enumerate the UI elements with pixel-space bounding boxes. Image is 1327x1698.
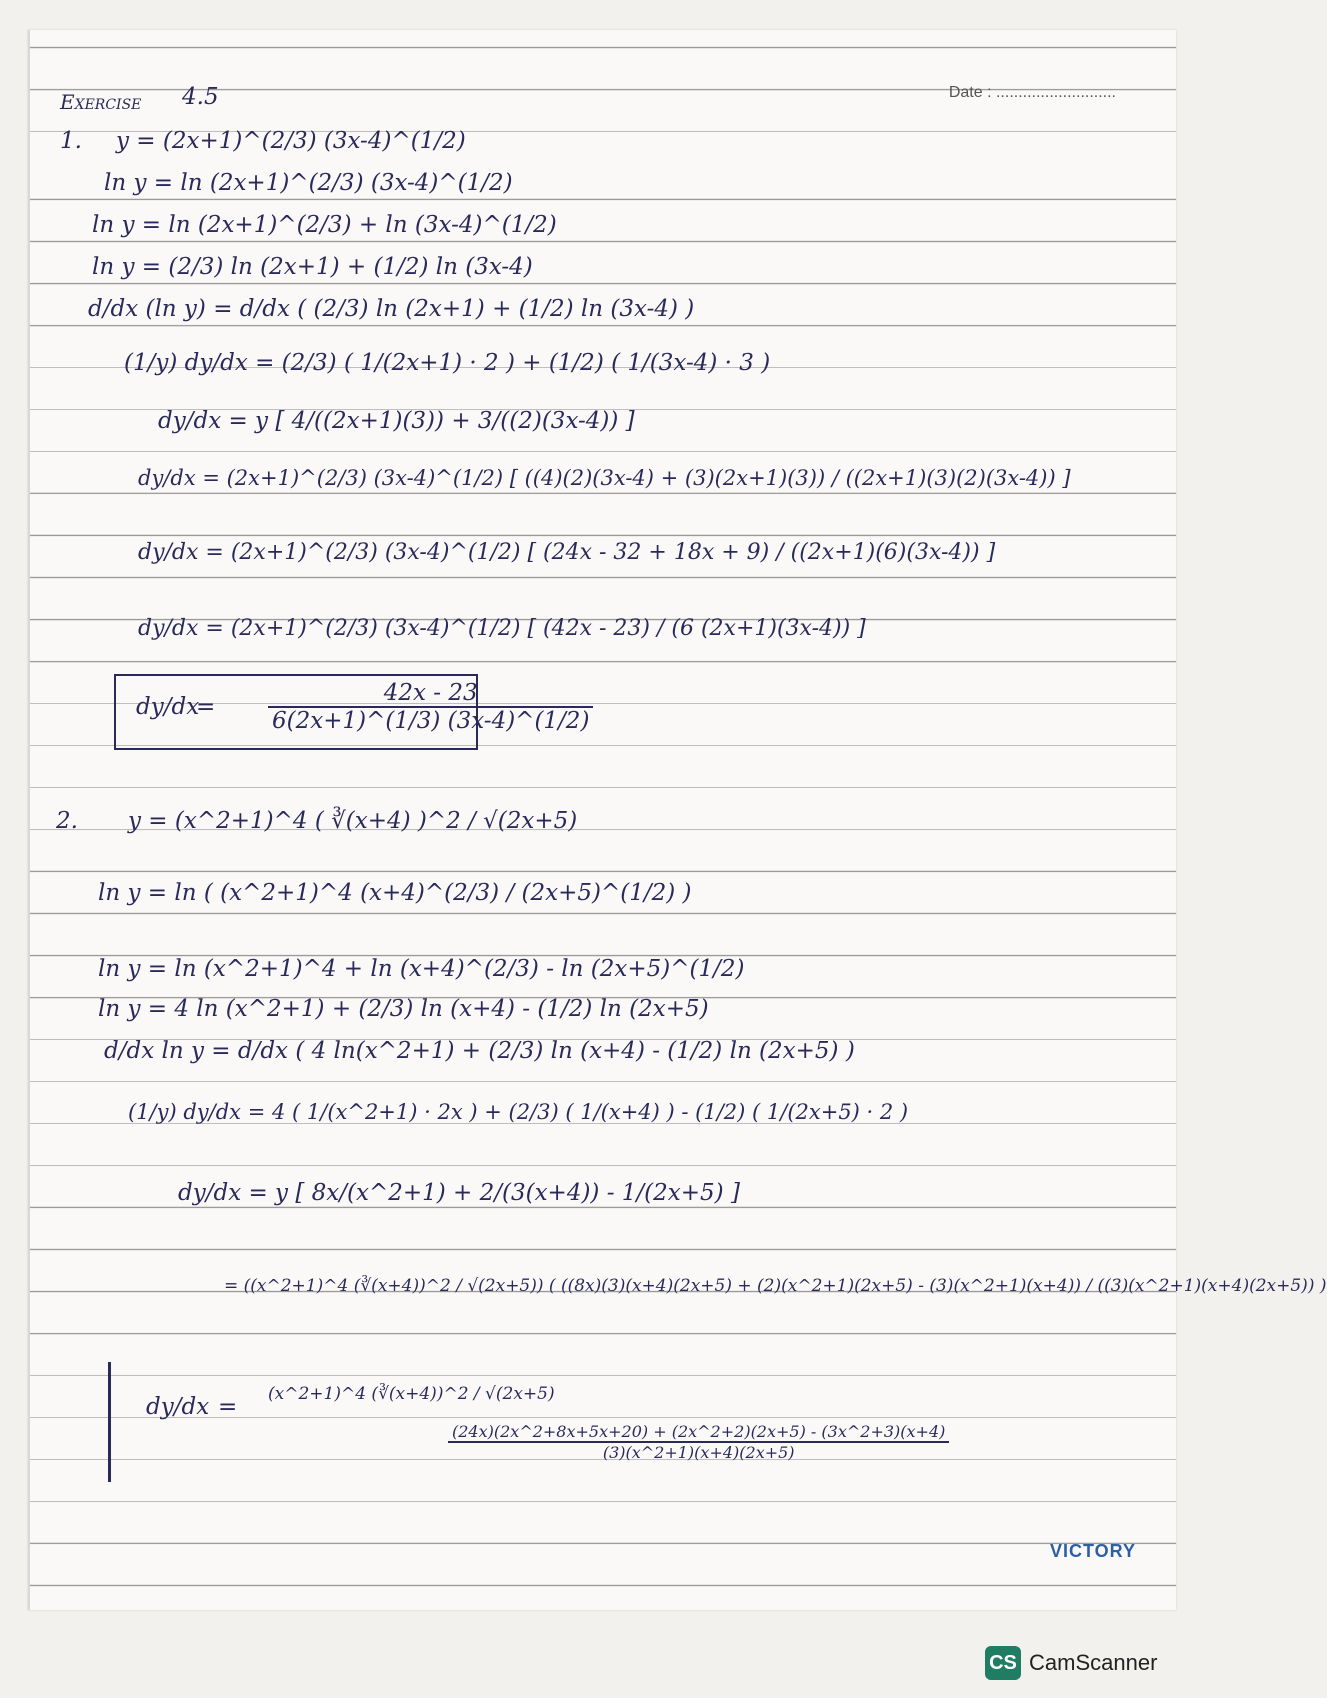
p1-line-6: (1/y) dy/dx = (2/3) ( 1/(2x+1) · 2 ) + (1/2) ( 1/(3x-4) · 3 ) [124,350,771,376]
p2-line-7: dy/dx = y [ 8x/(x^2+1) + 2/(3(x+4)) - 1/(2x+5) ] [178,1180,740,1206]
date-label: Date : ........................... [948,84,1116,101]
margin-line [28,30,30,1610]
p2-answer-factor: (x^2+1)^4 (∛(x+4))^2 / √(2x+5) [268,1384,555,1404]
camscanner-brand: CamScanner [1029,1650,1158,1675]
p1-answer-eq: = [196,694,216,720]
p1-line-9: dy/dx = (2x+1)^(2/3) (3x-4)^(1/2) [ (24x - 32 + 18x + 9) / ((2x+1)(6)(3x-4)) ] [138,540,996,565]
camscanner-logo-icon: CS [985,1646,1021,1680]
notebook-page [28,30,1327,1610]
exercise-title: Exercise [60,90,142,114]
p1-line-7: dy/dx = y [ 4/((2x+1)(3)) + 3/((2)(3x-4)) ] [158,408,635,434]
p2-answer-lhs: dy/dx [146,1394,210,1420]
p1-line-2: ln y = ln (2x+1)^(2/3) (3x-4)^(1/2) [104,170,513,196]
p1-answer-denominator: 6(2x+1)^(1/3) (3x-4)^(1/2) [272,708,590,734]
p1-line-3: ln y = ln (2x+1)^(2/3) + ln (3x-4)^(1/2) [92,212,557,238]
p2-line-6: (1/y) dy/dx = 4 ( 1/(x^2+1) · 2x ) + (2/3) ( 1/(x+4) ) - (1/2) ( 1/(2x+5) · 2 ) [128,1100,909,1124]
p2-answer-eq: = [218,1394,238,1420]
p1-line-8: dy/dx = (2x+1)^(2/3) (3x-4)^(1/2) [ ((4)(2)(3x-4) + (3)(2x+1)(3)) / ((2x+1)(3)(2)(3x-4)) ] [138,466,1071,490]
p1-line-1: y = (2x+1)^(2/3) (3x-4)^(1/2) [116,128,466,154]
p2-answer-bracket [108,1362,111,1482]
p2-line-3: ln y = ln (x^2+1)^4 + ln (x+4)^(2/3) - ln (2x+5)^(1/2) [98,956,745,982]
p2-answer-fraction [448,1422,949,1462]
p2-line-5: d/dx ln y = d/dx ( 4 ln(x^2+1) + (2/3) ln (x+4) - (1/2) ln (2x+5) ) [104,1038,855,1064]
problem-1-label: 1. [60,128,82,154]
p1-answer-lhs: dy/dx [136,694,200,720]
exercise-number: 4.5 [182,84,219,110]
p1-line-10: dy/dx = (2x+1)^(2/3) (3x-4)^(1/2) [ (42x - 23) / (6 (2x+1)(3x-4)) ] [138,616,866,641]
victory-watermark: VICTORY [1049,1541,1136,1561]
p2-answer-numerator: (24x)(2x^2+8x+5x+20) + (2x^2+2)(2x+5) - (3x^2+3)(x+4) [448,1422,949,1443]
p2-line-2: ln y = ln ( (x^2+1)^4 (x+4)^(2/3) / (2x+5)^(1/2) ) [98,880,692,906]
camscanner-footer [985,1646,1157,1680]
p1-line-4: ln y = (2/3) ln (2x+1) + (1/2) ln (3x-4) [92,254,533,280]
p2-line-4: ln y = 4 ln (x^2+1) + (2/3) ln (x+4) - (1/2) ln (2x+5) [98,996,709,1022]
problem-2-label: 2. [56,808,78,834]
p1-answer-fraction [268,680,593,734]
p1-line-5: d/dx (ln y) = d/dx ( (2/3) ln (2x+1) + (1/2) ln (3x-4) ) [88,296,695,322]
p2-line-8: = ((x^2+1)^4 (∛(x+4))^2 / √(2x+5)) ( ((8x)(3)(x+4)(2x+5) + (2)(x^2+1)(2x+5) - (3)(x^2+1)(x+4)) / ((3)(x^2+1)(x+4)(2x+5)) ) [224,1276,1327,1296]
p2-line-1: y = (x^2+1)^4 ( ∛(x+4) )^2 / √(2x+5) [128,808,578,834]
p1-answer-numerator: 42x - 23 [268,680,593,708]
p2-answer-denominator: (3)(x^2+1)(x+4)(2x+5) [602,1443,795,1462]
